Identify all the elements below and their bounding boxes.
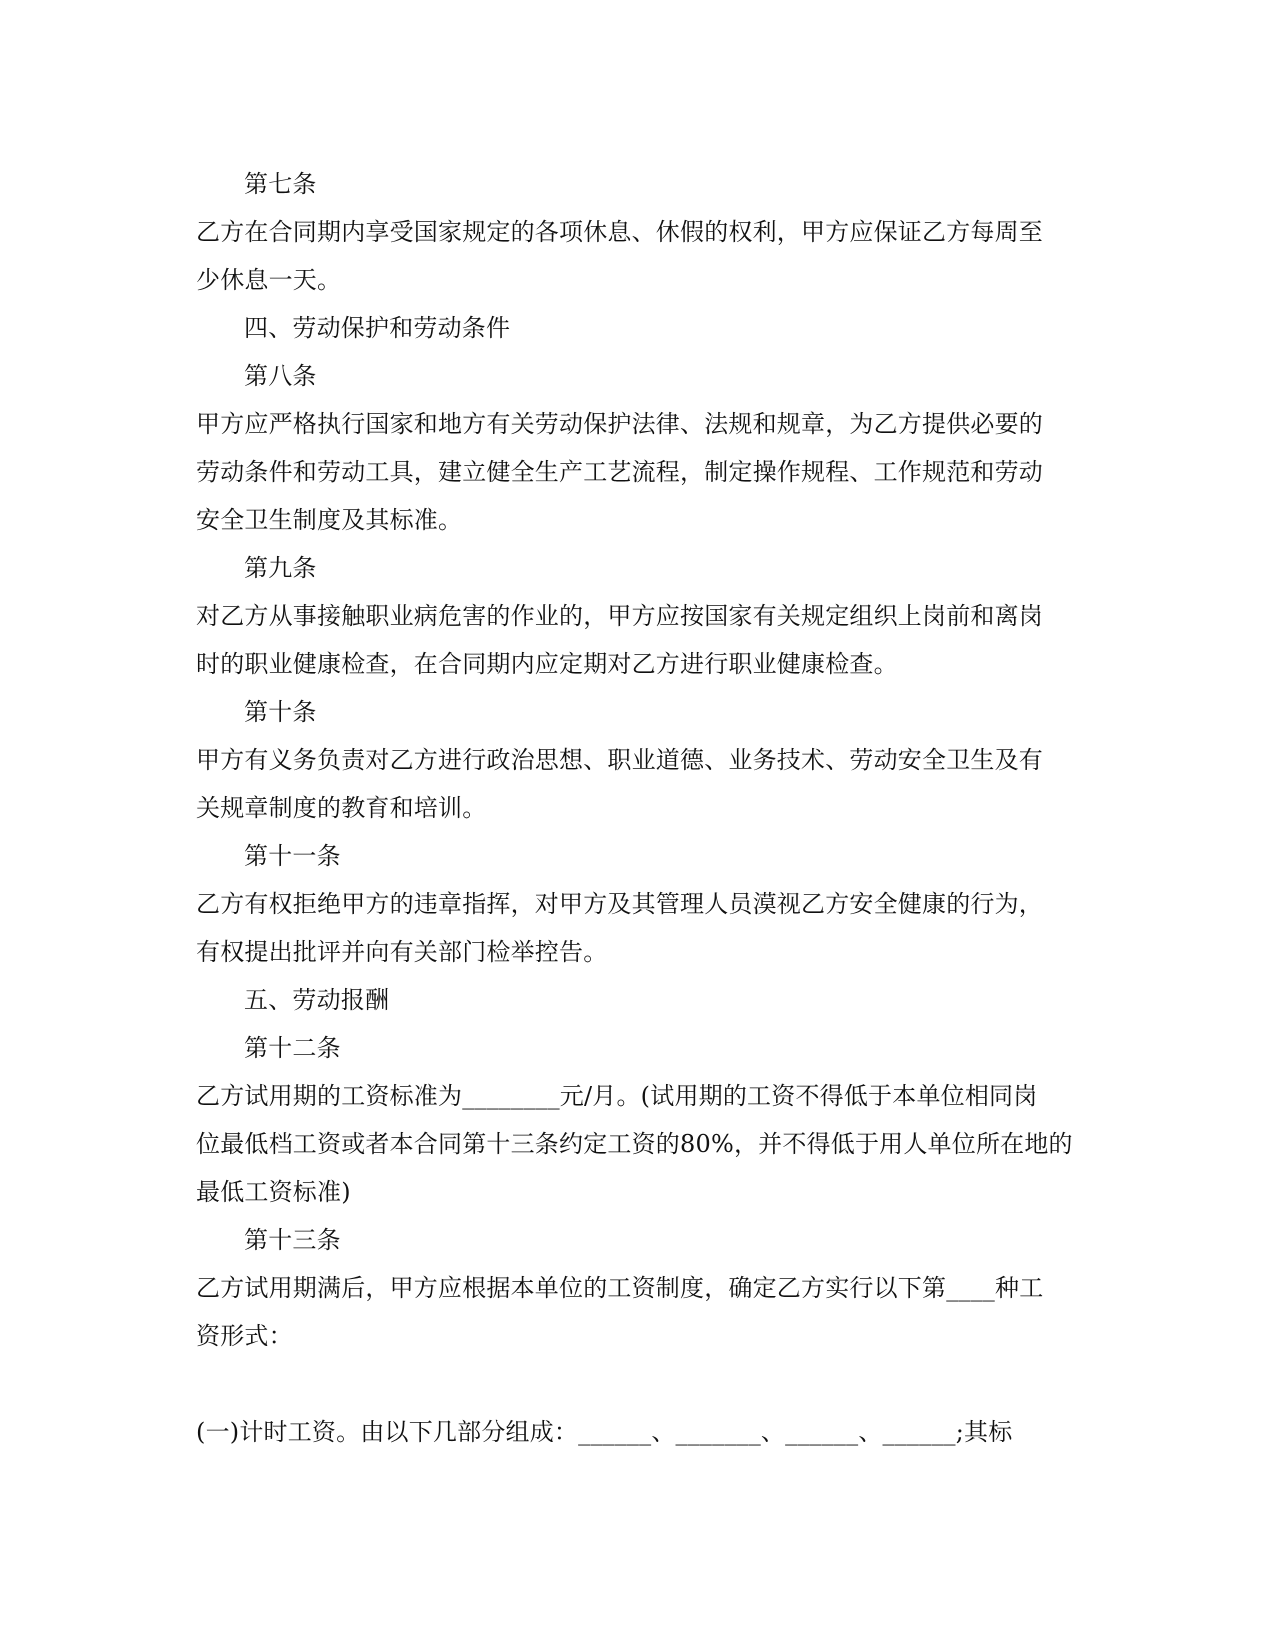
paragraph-line: 乙方在合同期内享受国家规定的各项休息、休假的权利，甲方应保证乙方每周至 — [196, 218, 1043, 246]
clause-heading-12: 第十二条 — [244, 1034, 341, 1062]
clause-heading-11: 第十一条 — [244, 842, 341, 870]
paragraph-line: 位最低档工资或者本合同第十三条约定工资的80%，并不得低于用人单位所在地的 — [196, 1130, 1073, 1158]
clause-heading-9: 第九条 — [244, 554, 317, 582]
paragraph-line: 有权提出批评并向有关部门检举控告。 — [196, 938, 608, 966]
clause-heading-13: 第十三条 — [244, 1226, 341, 1254]
paragraph-line: 甲方应严格执行国家和地方有关劳动保护法律、法规和规章，为乙方提供必要的 — [196, 410, 1043, 438]
paragraph-line: 乙方有权拒绝甲方的违章指挥，对甲方及其管理人员漠视乙方安全健康的行为， — [196, 890, 1043, 918]
document-body — [196, 160, 1086, 1456]
section-heading-5: 五、劳动报酬 — [244, 986, 390, 1014]
section-heading-4: 四、劳动保护和劳动条件 — [244, 314, 511, 342]
paragraph-line: 安全卫生制度及其标准。 — [196, 506, 463, 534]
paragraph-line: 甲方有义务负责对乙方进行政治思想、职业道德、业务技术、劳动安全卫生及有 — [196, 746, 1043, 774]
blank-line — [196, 1360, 1086, 1408]
paragraph-line: 劳动条件和劳动工具，建立健全生产工艺流程，制定操作规程、工作规范和劳动 — [196, 458, 1043, 486]
paragraph-line: 关规章制度的教育和培训。 — [196, 794, 487, 822]
paragraph-line: 最低工资标准) — [196, 1178, 351, 1206]
paragraph-line: 资形式： — [196, 1322, 293, 1350]
paragraph-line: 乙方试用期的工资标准为________元/月。(试用期的工资不得低于本单位相同岗 — [196, 1082, 1038, 1110]
paragraph-line: 时的职业健康检查，在合同期内应定期对乙方进行职业健康检查。 — [196, 650, 898, 678]
paragraph-line: (一)计时工资。由以下几部分组成：______、_______、______、______;其标 — [196, 1418, 1013, 1446]
clause-heading-10: 第十条 — [244, 698, 317, 726]
paragraph-line: 乙方试用期满后，甲方应根据本单位的工资制度，确定乙方实行以下第____种工 — [196, 1274, 1044, 1302]
paragraph-line: 对乙方从事接触职业病危害的作业的，甲方应按国家有关规定组织上岗前和离岗 — [196, 602, 1043, 630]
paragraph-line: 少休息一天。 — [196, 266, 342, 294]
clause-heading-7: 第七条 — [244, 170, 317, 198]
clause-heading-8: 第八条 — [244, 362, 317, 390]
